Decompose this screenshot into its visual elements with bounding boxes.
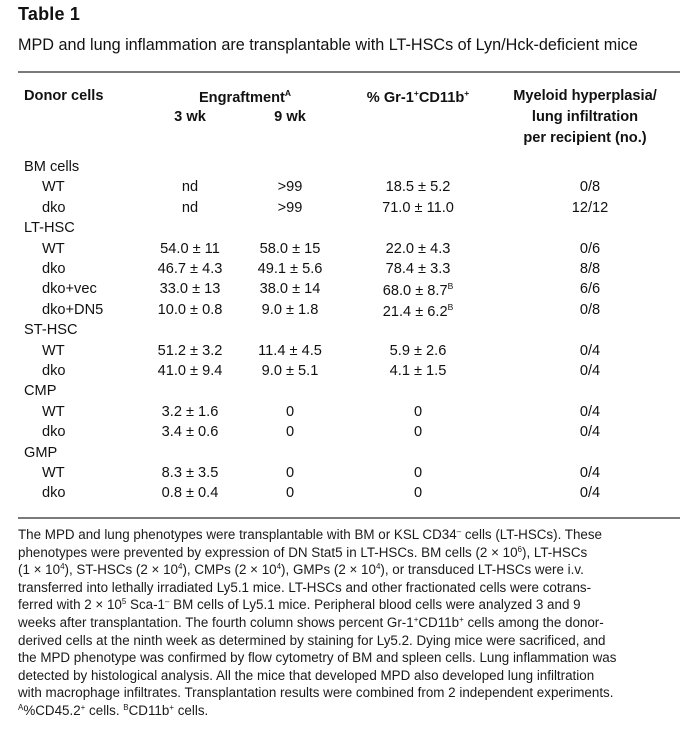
cell-gr1-cd11b-value: 5.9 ± 2.6: [389, 342, 447, 359]
footnote-superscript: 4: [178, 562, 183, 572]
cell-gr1-cd11b-value: 4.1 ± 1.5: [389, 363, 447, 379]
cell-gr1-cd11b-value: 18.5 ± 5.2: [385, 179, 451, 196]
footnote-text: %CD45.2: [23, 702, 81, 718]
footnote-line: [18, 649, 682, 667]
footnote-superscript: 6: [517, 544, 522, 554]
footnote-text: The MPD and lung phenotypes were transplantable with BM or KSL CD34: [18, 527, 457, 542]
cell-gr1-cd11b-value: 22.0 ± 4.3: [385, 240, 451, 257]
cell-9wk: 0: [285, 403, 295, 420]
group-label: LT-HSC: [24, 220, 75, 237]
header-gr1-cd11b: % Gr-1+CD11b+: [366, 88, 470, 106]
cell-gr1-cd11b: [386, 179, 451, 195]
footnote-line: [18, 614, 682, 632]
footnote-text: BM cells of Ly5.1 mice. Peripheral blood cells were analyzed 3 and 9: [169, 597, 581, 613]
cell-myeloid: 0/4: [579, 342, 601, 359]
cell-myeloid: 6/6: [579, 281, 601, 298]
footnote-text: cells.: [174, 702, 209, 718]
footnote-superscript: +: [459, 614, 464, 624]
footnote-superscript: +: [169, 702, 174, 712]
footnote-text: ), or transduced LT-HSCs were i.v.: [380, 562, 584, 578]
cell-3wk: 10.0 ± 0.8: [157, 301, 223, 318]
footnote-superscript: 4: [276, 562, 282, 572]
cell-3wk: 33.0 ± 13: [159, 281, 221, 298]
cell-3wk: 41.0 ± 9.4: [157, 363, 223, 379]
header-myeloid-line2: lung infiltration: [531, 109, 639, 125]
footnote-text: ), ST-HSCs (2 × 10: [64, 562, 178, 578]
footnote-superscript: 4: [60, 562, 65, 572]
cell-gr1-cd11b: [386, 261, 451, 277]
row-label: WT: [42, 403, 65, 420]
table-footnote: [18, 526, 682, 720]
cell-gr1-cd11b-value: 68.0 ± 8.7: [382, 283, 448, 300]
cell-9wk: >99: [277, 179, 303, 196]
cell-gr1-cd11b: [414, 404, 422, 420]
cell-3wk: 8.3 ± 3.5: [161, 465, 219, 481]
row-label: dko+vec: [42, 281, 97, 298]
header-myeloid-line1: Myeloid hyperplasia/: [513, 88, 657, 104]
cell-gr1-cd11b-footnote-mark: B: [447, 301, 454, 312]
row-label: WT: [42, 240, 65, 257]
cell-gr1-cd11b-value: 0: [413, 485, 423, 502]
cell-myeloid: 12/12: [571, 199, 609, 216]
footnote-text: cells.: [85, 702, 124, 718]
cell-9wk: 9.0 ± 1.8: [261, 301, 319, 318]
footnote-line: [18, 526, 682, 544]
row-label: WT: [42, 179, 65, 196]
cell-gr1-cd11b: [390, 343, 447, 359]
cell-myeloid: 0/8: [579, 179, 601, 196]
cell-9wk: 0: [285, 465, 295, 481]
group-label: CMP: [24, 383, 57, 400]
cell-3wk: 0.8 ± 0.4: [161, 485, 219, 502]
cell-3wk: 3.4 ± 0.6: [161, 424, 219, 441]
cell-9wk: 0: [285, 424, 295, 441]
cell-9wk: 38.0 ± 14: [259, 281, 321, 298]
row-label: dko: [42, 261, 66, 277]
footnote-line: [18, 544, 682, 562]
footnote-superscript: –: [165, 597, 170, 607]
footnote-superscript: 4: [375, 562, 381, 572]
footnote-line: [18, 596, 682, 614]
footnote-superscript: +: [413, 614, 419, 624]
cell-3wk: 54.0 ± 11: [160, 240, 220, 257]
cell-3wk: nd: [181, 179, 199, 196]
cell-gr1-cd11b: [382, 200, 454, 216]
row-label: dko: [42, 485, 66, 502]
footnote-line: [18, 702, 682, 720]
table-caption: MPD and lung inflammation are transplantable with LT-HSCs of Lyn/Hck-deficient mice: [18, 36, 638, 54]
header-9wk: 9 wk: [274, 109, 306, 125]
footnote-superscript: +: [80, 702, 86, 712]
cell-gr1-cd11b: [383, 302, 453, 320]
footnote-line: [18, 561, 682, 579]
footnote-line: [18, 667, 682, 685]
footnote-text: ), CMPs (2 × 10: [182, 562, 277, 578]
footnote-text: cells (LT-HSCs). These: [461, 527, 602, 542]
row-label: dko: [42, 424, 66, 441]
footnote-superscript: –: [456, 527, 462, 536]
footnote-text: detected by histological analysis. All the mice that developed MPD also developed lung infiltration: [18, 667, 595, 683]
row-label: dko: [42, 199, 66, 216]
cell-gr1-cd11b: [414, 485, 422, 501]
cell-3wk: nd: [181, 199, 199, 216]
footnote-superscript: B: [123, 702, 129, 712]
footnote-line: [18, 579, 682, 597]
footnote-text: the MPD phenotype was confirmed by flow cytometry of BM and spleen cells. Lung inflammation was: [18, 650, 617, 666]
footnote-text: ), LT-HSCs: [522, 544, 588, 560]
cell-myeloid: 0/6: [579, 240, 601, 257]
footnote-superscript: A: [18, 702, 24, 712]
cell-gr1-cd11b-value: 71.0 ± 11.0: [382, 199, 454, 216]
cell-3wk: 46.7 ± 4.3: [157, 261, 223, 277]
header-myeloid-line3: per recipient (no.): [523, 130, 647, 146]
footnote-text: with macrophage infiltrates. Transplantation results were combined from 2 independent experiments.: [18, 685, 614, 701]
footnote-text: phenotypes were prevented by expression of DN Stat5 in LT-HSCs. BM cells (2 × 10: [18, 544, 518, 560]
row-label: dko+DN5: [42, 301, 104, 318]
cell-9wk: 9.0 ± 5.1: [261, 363, 319, 379]
cell-gr1-cd11b-value: 0: [413, 424, 423, 441]
table-title: Table 1: [18, 4, 81, 24]
cell-myeloid: 0/4: [579, 424, 601, 441]
footnote-text: cells among the donor-: [463, 614, 604, 630]
top-rule: [18, 71, 680, 73]
footnote-text: CD11b: [418, 614, 460, 630]
bottom-rule: [18, 517, 680, 519]
header-3wk: 3 wk: [174, 109, 206, 125]
footnote-text: weeks after transplantation. The fourth column shows percent Gr-1: [18, 614, 414, 630]
cell-9wk: >99: [277, 199, 303, 216]
footnote-text: ), GMPs (2 × 10: [281, 562, 376, 578]
footnote-text: transferred into lethally irradiated Ly5.1 mice. LT-HSCs and other fractionated cells were cotrans-: [18, 579, 592, 595]
row-label: dko: [42, 363, 66, 379]
cell-gr1-cd11b-footnote-mark: B: [447, 281, 454, 292]
footnote-text: (1 × 10: [18, 562, 61, 578]
cell-gr1-cd11b: [383, 281, 453, 299]
footnote-line: [18, 632, 682, 650]
footnote-superscript: 5: [121, 597, 127, 607]
footnote-text: CD11b: [128, 702, 170, 718]
footnote-line: [18, 684, 682, 702]
cell-myeloid: 0/4: [579, 485, 601, 502]
row-label: WT: [42, 342, 65, 359]
group-label: ST-HSC: [24, 322, 78, 339]
cell-myeloid: 0/4: [579, 403, 601, 420]
footnote-text: Sca-1: [126, 597, 165, 613]
cell-3wk: 3.2 ± 1.6: [161, 403, 219, 420]
cell-myeloid: 8/8: [579, 261, 601, 277]
row-label: WT: [42, 465, 65, 481]
cell-myeloid: 0/4: [579, 465, 601, 481]
cell-9wk: 11.4 ± 4.5: [258, 342, 322, 359]
cell-9wk: 58.0 ± 15: [259, 240, 321, 257]
footnote-text: ferred with 2 × 10: [18, 597, 122, 613]
cell-gr1-cd11b-value: 0: [413, 403, 423, 420]
cell-gr1-cd11b-value: 78.4 ± 3.3: [385, 261, 451, 277]
cell-gr1-cd11b: [390, 363, 447, 379]
cell-gr1-cd11b: [414, 465, 422, 481]
header-engraftment: Engraftment$^A$: [198, 88, 292, 106]
cell-gr1-cd11b: [414, 424, 422, 440]
group-label: GMP: [24, 444, 58, 461]
header-donor-cells: Donor cells: [24, 88, 104, 104]
cell-gr1-cd11b-value: 21.4 ± 6.2: [382, 303, 448, 320]
cell-gr1-cd11b: [386, 241, 451, 257]
cell-gr1-cd11b-value: 0: [413, 465, 423, 481]
cell-9wk: 0: [285, 485, 295, 502]
group-label: BM cells: [24, 159, 80, 175]
cell-9wk: 49.1 ± 5.6: [257, 261, 323, 277]
cell-3wk: 51.2 ± 3.2: [157, 342, 223, 359]
cell-myeloid: 0/4: [579, 363, 601, 379]
footnote-text: derived cells at the ninth week as determined by staining for Ly5.2. Dying mice were sacrificed, and: [18, 632, 606, 648]
cell-myeloid: 0/8: [579, 301, 601, 318]
